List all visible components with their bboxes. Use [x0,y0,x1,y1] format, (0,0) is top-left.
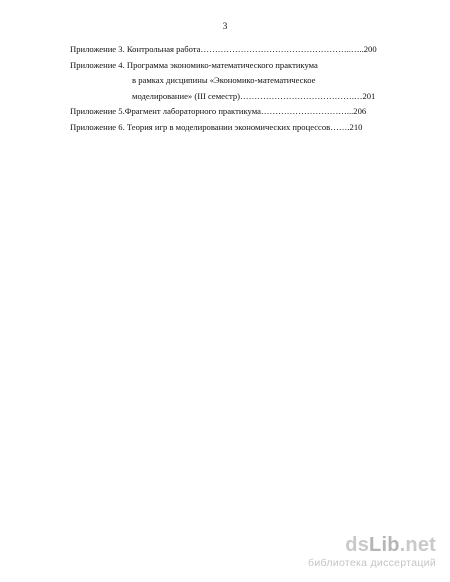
toc-entry-appendix-6: Приложение 6. Теория игр в моделировании экономических процессов…….210 [70,121,363,132]
toc-entry-appendix-4-continued: в рамках дисципины «Экономико-математическое [132,75,316,85]
table-of-contents [70,42,415,135]
dslib-watermark [308,535,436,569]
page-number: 3 [222,22,228,32]
toc-entry-appendix-4-continued: моделирование» (III семестр)………………………………….…201 [132,90,376,101]
dslib-logo: dsLib.net [345,533,436,556]
toc-entry-appendix-3: Приложение 3. Контрольная работа……………………………………………..…..200 [70,44,377,54]
toc-entry-appendix-4: Приложение 4. Программа экономико-математического практикума [70,59,318,70]
toc-entry-appendix-5: Приложение 5.Фрагмент лабораторного практикума…………………………...206 [70,106,367,116]
dslib-tagline: библиотека диссертаций [308,556,436,569]
